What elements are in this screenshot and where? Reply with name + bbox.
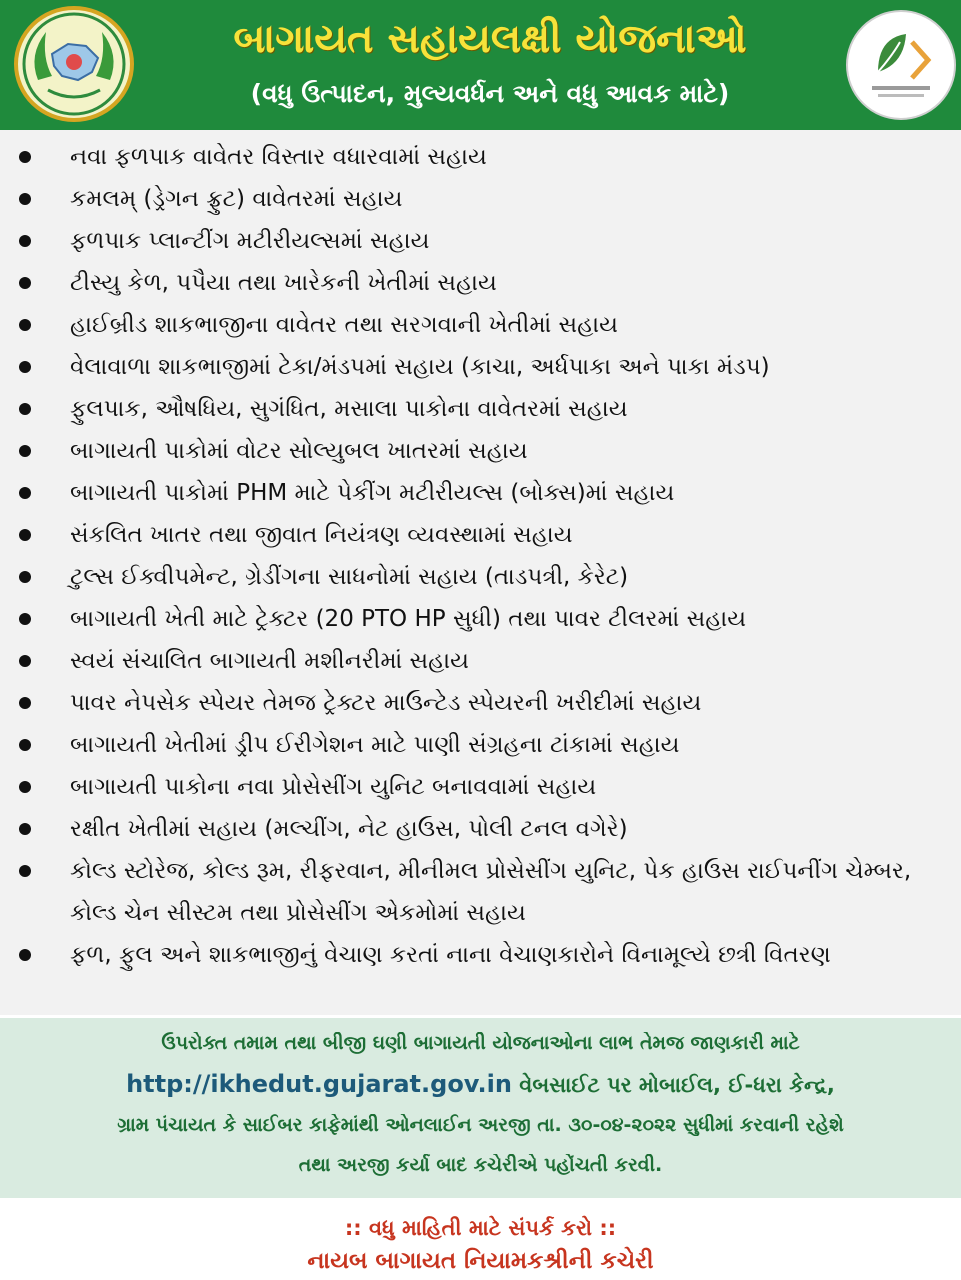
- header-banner: [0, 0, 961, 130]
- bullet-icon: [19, 781, 31, 793]
- scheme-label: સ્વયં સંચાલિત બાગાયતી મશીનરીમાં સહાય: [70, 648, 469, 674]
- bullet-icon: [19, 403, 31, 415]
- scheme-label: કમલમ્ (ડ્રેગન ફ્રુટ) વાવેતરમાં સહાય: [70, 186, 403, 212]
- bullet-icon: [19, 949, 31, 961]
- scheme-label: બાગાયતી પાકોમાં વોટર સોલ્યુબલ ખાતરમાં સહાય: [70, 438, 528, 464]
- bullet-icon: [19, 823, 31, 835]
- application-info-box: [0, 1018, 961, 1198]
- bullet-icon: [19, 193, 31, 205]
- scheme-label: બાગાયતી ખેતીમાં ડ્રીપ ઈરીગેશન માટે પાણી સંગ્રહના ટાંકામાં સહાય: [70, 732, 680, 758]
- info-line-rest: વેબસાઈટ પર મોબાઈલ, ઈ-ધરા કેન્દ્ર,: [511, 1073, 835, 1097]
- list-item: [0, 682, 961, 724]
- scheme-label: કોલ્ડ સ્ટોરેજ, કોલ્ડ રૂમ, રીફરવાન, મીનીમલ પ્રોસેસીંગ યુનિટ, પેક હાઉસ રાઈપનીંગ ચેમ્બર, કોલ્ડ ચેન સીસ્ટમ તથા પ્રોસેસીંગ એકમોમાં સહાય: [70, 858, 912, 926]
- horticulture-logo: [846, 10, 956, 120]
- scheme-label: ટુલ્સ ઈક્વીપમેન્ટ, ગ્રેડીંગના સાધનોમાં સહાય (તાડપત્રી, કેરેટ): [70, 564, 629, 590]
- bullet-icon: [19, 235, 31, 247]
- leaf-arrow-icon: [848, 12, 954, 118]
- info-line-with-url: [0, 1070, 961, 1098]
- list-item: [0, 262, 961, 304]
- list-item: [0, 388, 961, 430]
- bullet-icon: [19, 613, 31, 625]
- bullet-icon: [19, 697, 31, 709]
- scheme-label: હાઈબ્રીડ શાકભાજીના વાવેતર તથા સરગવાની ખેતીમાં સહાય: [70, 312, 618, 338]
- scheme-label: સંકલિત ખાતર તથા જીવાત નિયંત્રણ વ્યવસ્થામાં સહાય: [70, 522, 573, 548]
- list-item: [0, 304, 961, 346]
- bullet-icon: [19, 361, 31, 373]
- bullet-icon: [19, 487, 31, 499]
- bullet-icon: [19, 529, 31, 541]
- info-line: ઉપરોક્ત તમામ તથા બીજી ઘણી બાગાયતી યોજનાઓના લાભ તેમજ જાણકારી માટે: [161, 1032, 800, 1054]
- list-item: [0, 766, 961, 808]
- list-item: [0, 136, 961, 178]
- bullet-icon: [19, 445, 31, 457]
- scheme-label: બાગાયતી પાકોના નવા પ્રોસેસીંગ યુનિટ બનાવવામાં સહાય: [70, 774, 597, 800]
- gujarat-emblem-logo: [14, 6, 134, 122]
- scheme-list: [0, 136, 961, 976]
- list-item: [0, 640, 961, 682]
- scheme-label: બાગાયતી ખેતી માટે ટ્રેક્ટર (20 PTO HP સુધી) તથા પાવર ટીલરમાં સહાય: [70, 606, 747, 632]
- scheme-label: બાગાયતી પાકોમાં PHM માટે પેકીંગ મટીરીયલ્સ (બોક્સ)માં સહાય: [70, 480, 675, 506]
- list-item: [0, 430, 961, 472]
- contact-office-name: નાયબ બાગાયત નિયામકશ્રીની કચેરી: [307, 1248, 654, 1274]
- bullet-icon: [19, 571, 31, 583]
- bullet-icon: [19, 277, 31, 289]
- scheme-list-section: [0, 130, 961, 1015]
- page-subtitle: (વધુ ઉત્પાદન, મુલ્યવર્ધન અને વધુ આવક માટે): [250, 79, 730, 108]
- scheme-label: રક્ષીત ખેતીમાં સહાય (મલ્ચીંગ, નેટ હાઉસ, પોલી ટનલ વગેરે): [70, 816, 628, 842]
- bullet-icon: [19, 655, 31, 667]
- list-item: [0, 178, 961, 220]
- ikhedut-website-link[interactable]: http://ikhedut.gujarat.gov.in: [126, 1070, 512, 1098]
- scheme-label: ફુલપાક, ઔષધિય, સુગંધિત, મસાલા પાકોના વાવેતરમાં સહાય: [70, 396, 628, 422]
- contact-heading: :: વધુ માહિતી માટે સંપર્ક કરો ::: [344, 1216, 617, 1240]
- bullet-icon: [19, 865, 31, 877]
- bullet-icon: [19, 151, 31, 163]
- list-item: [0, 220, 961, 262]
- list-item: [0, 598, 961, 640]
- list-item: [0, 472, 961, 514]
- list-item: [0, 346, 961, 388]
- scheme-label: નવા ફળપાક વાવેતર વિસ્તાર વધારવામાં સહાય: [70, 144, 487, 170]
- page-title: બાગાયત સહાયલક્ષી યોજનાઓ: [233, 16, 747, 62]
- list-item: [0, 556, 961, 598]
- scheme-label: ટીસ્યુ કેળ, પપૈયા તથા ખારેકની ખેતીમાં સહાય: [70, 270, 497, 296]
- bullet-icon: [19, 739, 31, 751]
- contact-section: [0, 1198, 961, 1280]
- list-item: [0, 514, 961, 556]
- list-item: [0, 808, 961, 850]
- scheme-label: ફળ, ફુલ અને શાકભાજીનું વેચાણ કરતાં નાના વેચાણકારોને વિનામૂલ્યે છત્રી વિતરણ: [70, 942, 831, 968]
- info-line: તથા અરજી કર્યા બાદ કચેરીએ પહોંચતી કરવી.: [298, 1154, 663, 1176]
- info-line: ગ્રામ પંચાયત કે સાઈબર કાફેમાંથી ઓનલાઈન અરજી તા. ૩૦-૦૪-૨૦૨૨ સુધીમાં કરવાની રહેશે: [117, 1114, 844, 1136]
- emblem-icon: [18, 10, 130, 118]
- bullet-icon: [19, 319, 31, 331]
- scheme-label: ફળપાક પ્લાન્ટીંગ મટીરીયલ્સમાં સહાય: [70, 228, 430, 254]
- list-item: [0, 850, 961, 934]
- scheme-label: વેલાવાળા શાકભાજીમાં ટેકા/મંડપમાં સહાય (કાચા, અર્ધપાકા અને પાકા મંડપ): [70, 354, 770, 380]
- list-item: [0, 724, 961, 766]
- list-item: [0, 934, 961, 976]
- scheme-label: પાવર નેપસેક સ્પેયર તેમજ ટ્રેક્ટર માઉન્ટેડ સ્પેયરની ખરીદીમાં સહાય: [70, 690, 702, 716]
